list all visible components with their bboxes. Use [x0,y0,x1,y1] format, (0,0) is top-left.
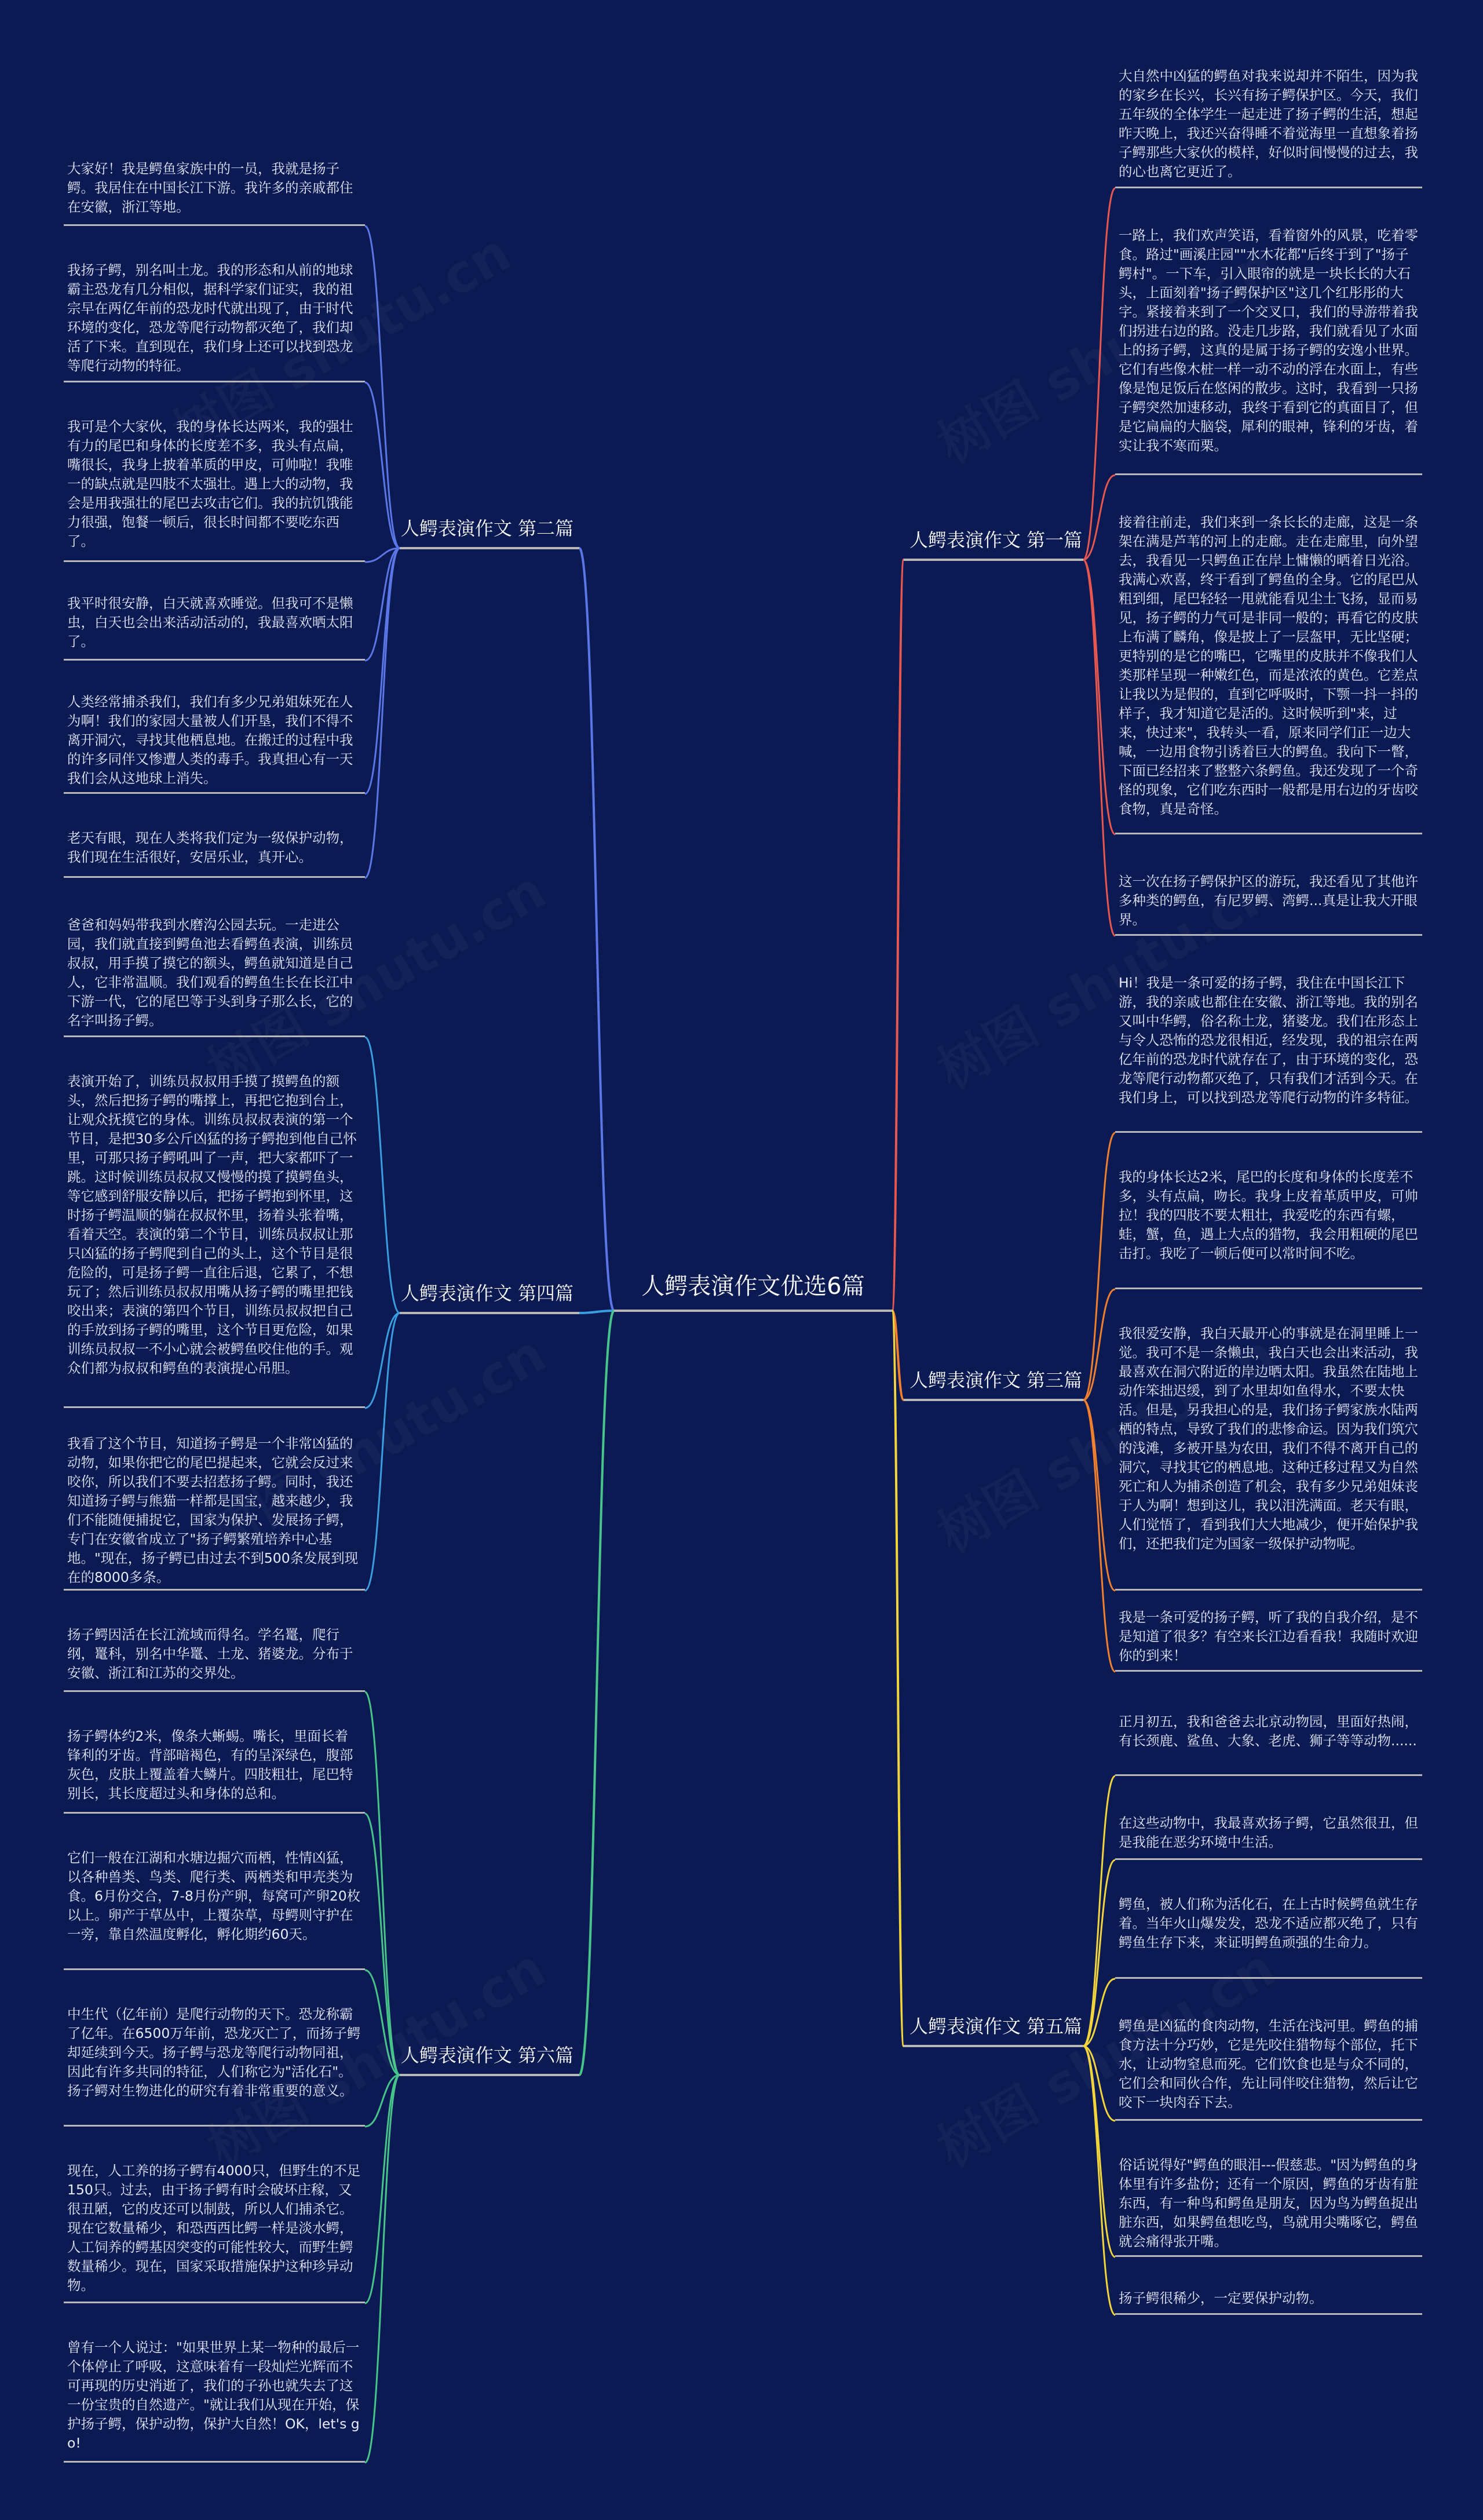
leaf-6-1[interactable]: 扬子鳄因活在长江流域而得名。学名鼍，爬行纲，鼍科，别名中华鼍、土龙、猪婆龙。分布于安徽、浙江和江苏的交界处。 [64,1625,365,1692]
branch-2-leaf-connector-5 [365,548,400,794]
branch-2-connector [579,548,614,1311]
branch-1-leaf-connector-3 [1083,560,1115,834]
branch-4-leaf-connector-2 [365,1313,400,1408]
leaf-2-2[interactable]: 我扬子鳄，别名叫土龙。我的形态和从前的地球霸主恐龙有几分相似，据科学家们证实，我的祖宗早在两亿年前的恐龙时代就出现了，由于时代环境的变化，恐龙等爬行动物都灭绝了，我们却活了下来。直到现在，我们身上还可以找到恐龙等爬行动物的特征。 [64,261,365,382]
branch-4-leaf-connector-1 [365,1037,400,1313]
branch-3-leaf-connector-4 [1083,1400,1115,1672]
branch-3-leaf-connector-3 [1083,1400,1115,1591]
leaf-2-3[interactable]: 我可是个大家伙，我的身体长达两米，我的强壮有力的尾巴和身体的长度差不多，我头有点扁，嘴很长，我身上披着革质的甲皮，可帅啦！我唯一的缺点就是四肢不太强壮。遇上大的动物，我会是用我强壮的尾巴去攻击它们。我的抗饥饿能力很强，饱餐一顿后，很长时间都不要吃东西了。 [64,417,365,562]
branch-5-connector [892,1311,904,2046]
branch-4-connector [579,1311,614,1313]
branch-4-leaf-connector-3 [365,1313,400,1591]
branch-2-leaf-connector-2 [365,382,400,548]
branch-2-leaf-connector-4 [365,548,400,661]
leaf-1-1[interactable]: 大自然中凶猛的鳄鱼对我来说却并不陌生，因为我的家乡在长兴，长兴有扬子鳄保护区。今天，我们五年级的全体学生一起走进了扬子鳄的生活，想起昨天晚上，我还兴奋得睡不着觉海里一直想象着扬子鳄那些大家伙的模样，好似时间慢慢的过去，我的心也离它更近了。 [1115,67,1422,188]
leaf-6-5[interactable]: 现在，人工养的扬子鳄有4000只，但野生的不足150只。过去，由于扬子鳄有时会破坏庄稼，又很丑陋，它的皮还可以制鼓，所以人们捕杀它。现在它数量稀少，和恐西西比鳄一样是淡水鳄，人工饲养的鳄基因突变的可能性较大，而野生鳄数量稀少。现在，国家采取措施保护这种珍异动物。 [64,2161,365,2303]
leaf-3-4[interactable]: 我是一条可爱的扬子鳄，听了我的自我介绍，是不是知道了很多？有空来长江边看看我！我随时欢迎你的到来！ [1115,1608,1422,1672]
leaf-6-4[interactable]: 中生代（亿年前）是爬行动物的天下。恐龙称霸了亿年。在6500万年前，恐龙灭亡了，而扬子鳄却延续到今天。扬子鳄与恐龙等爬行动物同祖，因此有许多共同的特征，人们称它为"活化石"。扬子鳄对生物进化的研究有着非常重要的意义。 [64,2005,365,2127]
branch-topic-2[interactable]: 人鳄表演作文 第二篇 [400,510,579,549]
branch-6-leaf-connector-6 [365,2075,400,2463]
leaf-5-5[interactable]: 俗话说得好"鳄鱼的眼泪---假慈悲。"因为鳄鱼的身体里有许多盐份；还有一个原因，鳄鱼的牙齿有脏东西，有一种鸟和鳄鱼是朋友，因为鸟为鳄鱼捉出脏东西，如果鳄鱼想吃鸟，鸟就用尖嘴啄它，鳄鱼就会痛得张开嘴。 [1115,2156,1422,2257]
branch-6-leaf-connector-2 [365,1814,400,2075]
leaf-1-4[interactable]: 这一次在扬子鳄保护区的游玩，我还看见了其他许多种类的鳄鱼，有尼罗鳄、湾鳄...真是让我大开眼界。 [1115,872,1422,936]
leaf-2-6[interactable]: 老天有眼，现在人类将我们定为一级保护动物，我们现在生活很好，安居乐业，真开心。 [64,829,365,878]
leaf-3-3[interactable]: 我很爱安静，我白天最开心的事就是在洞里睡上一觉。我可不是一条懒虫，我白天也会出来活动，我最喜欢在洞穴附近的岸边晒太阳。我虽然在陆地上动作笨拙迟缓，到了水里却如鱼得水，不要太快活。但是，另我担心的是，我们扬子鳄家族水陆两栖的特点，导致了我们的悲惨命运。因为我们筑穴的浅滩，多被开垦为农田，我们不得不离开自己的洞穴，寻找其它的栖息地。这种迁移过程又为自然死亡和人为捕杀创造了机会，我有多少兄弟姐妹丧于人为啊！想到这儿，我以泪洗满面。老天有眼，人们觉悟了，看到我们大大地减少，便开始保护我们，还把我们定为国家一级保护动物呢。 [1115,1324,1422,1591]
leaf-5-6[interactable]: 扬子鳄很稀少，一定要保护动物。 [1115,2289,1422,2315]
leaf-2-1[interactable]: 大家好！我是鳄鱼家族中的一员，我就是扬子鳄。我居住在中国长江下游。我许多的亲戚都住在安徽，浙江等地。 [64,159,365,226]
leaf-5-1[interactable]: 正月初五，我和爸爸去北京动物园，里面好热闹，有长颈鹿、鲨鱼、大象、老虎、狮子等等动物...... [1115,1712,1422,1776]
leaf-6-2[interactable]: 扬子鳄体约2米，像条大蜥蜴。嘴长，里面长着锋利的牙齿。背部暗褐色，有的呈深绿色，腹部灰色，皮肤上覆盖着大鳞片。四肢粗壮，尾巴特别长，其长度超过头和身体的总和。 [64,1727,365,1814]
leaf-2-4[interactable]: 我平时很安静，白天就喜欢睡觉。但我可不是懒虫，白天也会出来活动活动的，我最喜欢晒太阳了。 [64,594,365,661]
branch-topic-4[interactable]: 人鳄表演作文 第四篇 [400,1275,579,1314]
central-topic[interactable]: 人鳄表演作文优选6篇 [614,1263,892,1312]
leaf-5-2[interactable]: 在这些动物中，我最喜欢扬子鳄，它虽然很丑，但是我能在恶劣环境中生活。 [1115,1814,1422,1860]
leaf-1-3[interactable]: 接着往前走，我们来到一条长长的走廊，这是一条架在满是芦苇的河上的走廊。走在走廊里，向外望去，我看见一只鳄鱼正在岸上慵懒的晒着日光浴。我满心欢喜，终于看到了鳄鱼的全身。它的尾巴从粗到细，尾巴轻轻一甩就能看见尘土飞扬，显而易见，扬子鳄的力气可是非同一般的；再看它的皮肤上布满了麟角，像是披上了一层盔甲，无比坚硬；更特别的是它的嘴巴，它嘴里的皮肤并不像我们人类那样呈现一种嫩红色，而是浓浓的黄色。它差点让我以为是假的，直到它呼吸时，下颚一抖一抖的样子，我才知道它是活的。这时候听到"来，过来，快过来"，我转头一看，原来同学们正一边大喊，一边用食物引诱着巨大的鳄鱼。我向下一瞥，下面已经招来了整整六条鳄鱼。我还发现了一个奇怪的现象，它们吃东西时一般都是用右边的牙齿咬食物，真是奇怪。 [1115,513,1422,834]
branch-2-leaf-connector-6 [365,548,400,878]
leaf-1-2[interactable]: 一路上，我们欢声笑语，看着窗外的风景，吃着零食。路过"画溪庄园""水木花都"后终于到了"扬子鳄村"。一下车，引入眼帘的就是一块长长的大石头，上面刻着"扬子鳄保护区"这几个红彤彤的大字。紧接着来到了一个交叉口，我们的导游带着我们拐进右边的路。没走几步路，我们就看见了水面上的扬子鳄，这真的是属于扬子鳄的安逸小世界。它们有些像木桩一样一动不动的浮在水面上，有些像是饱足饭后在悠闲的散步。这时，我看到一只扬子鳄突然加速移动，我终于看到它的真面目了，但是它扁扁的大脑袋，犀利的眼神，锋利的牙齿，着实让我不寒而栗。 [1115,226,1422,475]
leaf-4-3[interactable]: 我看了这个节目，知道扬子鳄是一个非常凶猛的动物，如果你把它的尾巴提起来，它就会反过来咬你，所以我们不要去招惹扬子鳄。同时，我还知道扬子鳄与熊猫一样都是国宝，越来越少，我们不能随便捕捉它，国家为保护、发展扬子鳄，专门在安徽省成立了"扬子鳄繁殖培养中心基地。"现在，扬子鳄已由过去不到500条发展到现在的8000多条。 [64,1434,365,1591]
leaf-5-3[interactable]: 鳄鱼，被人们称为活化石，在上古时候鳄鱼就生存着。当年火山爆发发，恐龙不适应都灭绝了，只有鳄鱼生存下来，来证明鳄鱼顽强的生命力。 [1115,1895,1422,1979]
branch-5-leaf-connector-2 [1083,1860,1115,2046]
leaf-6-3[interactable]: 它们一般在江湖和水塘边掘穴而栖，性情凶猛，以各种兽类、鸟类、爬行类、两栖类和甲壳类为食。6月份交合，7-8月份产卵，每窝可产卵20枚以上。卵产于草丛中，上覆杂草，母鳄则守护在一旁，靠自然温度孵化，孵化期约60天。 [64,1848,365,1970]
leaf-3-2[interactable]: 我的身体长达2米，尾巴的长度和身体的长度差不多，头有点扁，吻长。我身上皮着革质甲皮，可帅拉！我的四肢不要太粗壮，我爱吃的东西有螺，蛙，蟹，鱼，遇上大点的猎物，我会用粗硬的尾巴击打。我吃了一顿后便可以常时间不吃。 [1115,1168,1422,1289]
leaf-4-2[interactable]: 表演开始了，训练员叔叔用手摸了摸鳄鱼的额头，然后把扬子鳄的嘴撑上，再把它抱到台上，让观众抚摸它的身体。训练员叔叔表演的第一个节目，是把30多公斤凶猛的扬子鳄抱到他自己怀里，可那只扬子鳄吼叫了一声，把大家都吓了一跳。这时候训练员叔叔又慢慢的摸了摸鳄鱼头，等它感到舒服安静以后，把扬子鳄抱到怀里，这时扬子鳄温顺的躺在叔叔怀里，扬着头张着嘴，看着天空。表演的第二个节目，训练员叔叔让那只凶猛的扬子鳄爬到自己的头上，这个节目是很危险的，可是扬子鳄一直往后退，它累了，不想玩了；然后训练员叔叔用嘴从扬子鳄的嘴里把钱咬出来；表演的第四个节目，训练员叔叔把自己的手放到扬子鳄的嘴里，这个节目更危险，如果训练员叔叔一不小心就会被鳄鱼咬住他的手。观众们都为叔叔和鳄鱼的表演提心吊胆。 [64,1072,365,1408]
branch-topic-6[interactable]: 人鳄表演作文 第六篇 [400,2037,579,2076]
branch-1-connector [892,560,904,1311]
branch-topic-5[interactable]: 人鳄表演作文 第五篇 [904,2008,1083,2047]
leaf-2-5[interactable]: 人类经常捕杀我们，我们有多少兄弟姐妹死在人为啊！我们的家园大量被人们开垦，我们不得不离开洞穴，寻找其他栖息地。在搬迁的过程中我的许多同伴又惨遭人类的毒手。我真担心有一天我们会从这地球上消失。 [64,692,365,794]
branch-topic-1[interactable]: 人鳄表演作文 第一篇 [904,521,1083,561]
leaf-3-1[interactable]: Hi！我是一条可爱的扬子鳄，我住在中国长江下游，我的亲戚也都住在安徽、浙江等地。我的别名又叫中华鳄，俗名称土龙，猪婆龙。我们在形态上与令人恐怖的恐龙很相近，经发现，我的祖宗在两亿年前的恐龙时代就存在了，由于环境的变化，恐龙等爬行动物都灭绝了，只有我们才活到今天。在我们身上，可以找到恐龙等爬行动物的许多特征。 [1115,973,1422,1133]
branch-1-leaf-connector-1 [1083,188,1115,560]
branch-5-leaf-connector-1 [1083,1776,1115,2046]
branch-6-connector [579,1311,614,2075]
leaf-4-1[interactable]: 爸爸和妈妈带我到水磨沟公园去玩。一走进公园，我们就直接到鳄鱼池去看鳄鱼表演，训练员叔叔，用手摸了摸它的额头，鳄鱼就知道是自己人，它非常温顺。我们观看的鳄鱼生长在长江中下游一代，它的尾巴等于头到身子那么长，它的名字叫扬子鳄。 [64,916,365,1037]
branch-3-leaf-connector-1 [1083,1133,1115,1400]
leaf-6-6[interactable]: 曾有一个人说过："如果世界上某一物种的最后一个体停止了呼吸，这意味着有一段灿烂光辉而不可再现的历史消逝了，我们的子孙也就失去了这一份宝贵的自然遗产。"就让我们从现在开始，保护扬子鳄，保护动物，保护大自然！OK，let's go! [64,2338,365,2463]
branch-3-leaf-connector-2 [1083,1289,1115,1400]
branch-1-leaf-connector-4 [1083,560,1115,936]
branch-5-leaf-connector-5 [1083,2046,1115,2257]
branch-topic-3[interactable]: 人鳄表演作文 第三篇 [904,1362,1083,1401]
leaf-5-4[interactable]: 鳄鱼是凶猛的食肉动物，生活在浅河里。鳄鱼的捕食方法十分巧妙，它是先咬住猎物每个部位，托下水，让动物窒息而死。它们饮食也是与众不同的，它们会和同伙合作，先让同伴咬住猎物，然后让它咬下一块肉吞下去。 [1115,2016,1422,2121]
